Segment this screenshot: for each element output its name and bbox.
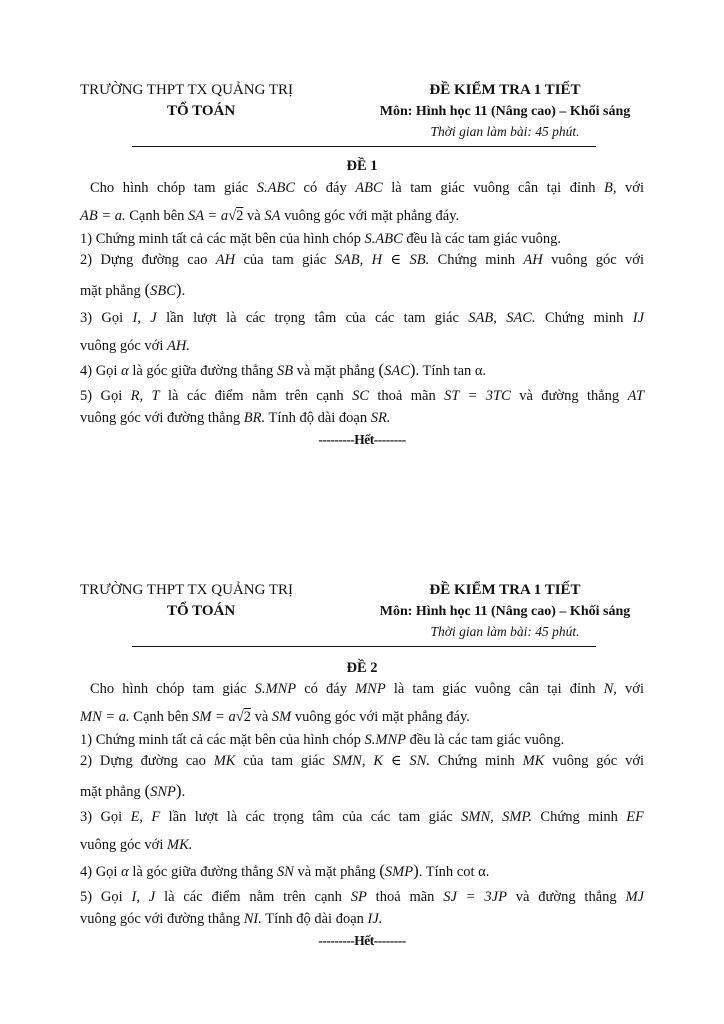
question-5-line-1: 5) Gọi R, T là các điểm nằm trên cạnh SC thoả mãn ST = 3TC và đường thẳng AT xyxy=(80,388,644,404)
sqrt-symbol: √ xyxy=(228,208,237,224)
intro-line-1: Cho hình chóp tam giác S.MNP có đáy MNP là tam giác vuông cân tại đỉnh N, với xyxy=(90,681,645,697)
intro-line-2: MN = a. Cạnh bên SM = a√2 và SM vuông góc với mặt phẳng đáy. xyxy=(80,709,470,725)
school-name: TRƯỜNG THPT TX QUẢNG TRỊ xyxy=(80,82,294,98)
sqrt-symbol: √ xyxy=(235,709,244,725)
exam-time: Thời gian làm bài: 45 phút. xyxy=(430,124,580,139)
question-1: 1) Chứng minh tất cả các mặt bên của hình chóp S.ABC đều là các tam giác vuông. xyxy=(80,231,561,247)
question-5-line-1: 5) Gọi I, J là các điểm nằm trên cạnh SP thoả mãn SJ = 3JP và đường thẳng MJ xyxy=(80,889,644,905)
exam-title: ĐỀ KIỂM TRA 1 TIẾT xyxy=(429,582,581,598)
question-3-line-1: 3) Gọi E, F lần lượt là các trọng tâm của các tam giác SMN, SMP. Chứng minh EF xyxy=(80,809,644,825)
end-marker: ---------Hết-------- xyxy=(318,432,406,447)
exam-code: ĐỀ 1 xyxy=(346,158,378,174)
department-name: TỔ TOÁN xyxy=(167,603,236,619)
intro-line-2: AB = a. Cạnh bên SA = a√2 và SA vuông góc với mặt phẳng đáy. xyxy=(80,208,460,224)
question-3-line-2: vuông góc với MK. xyxy=(80,837,193,853)
end-marker: ---------Hết-------- xyxy=(318,933,406,948)
question-4: 4) Gọi α là góc giữa đường thẳng SN và mặt phẳng (SMP). Tính cot α. xyxy=(80,861,490,880)
question-3-line-2: vuông góc với AH. xyxy=(80,338,190,354)
exam-title: ĐỀ KIỂM TRA 1 TIẾT xyxy=(429,82,581,98)
question-1: 1) Chứng minh tất cả các mặt bên của hình chóp S.MNP đều là các tam giác vuông. xyxy=(80,732,565,748)
school-name: TRƯỜNG THPT TX QUẢNG TRỊ xyxy=(80,582,294,598)
department-name: TỔ TOÁN xyxy=(167,103,236,119)
intro-line-1: Cho hình chóp tam giác S.ABC có đáy ABC là tam giác vuông cân tại đỉnh B, với xyxy=(90,180,645,196)
question-5-line-2: vuông góc với đường thẳng NI. Tính độ dài đoạn IJ. xyxy=(80,911,383,927)
question-3-line-1: 3) Gọi I, J lần lượt là các trọng tâm của các tam giác SAB, SAC. Chứng minh IJ xyxy=(80,310,644,326)
exam-subject: Môn: Hình học 11 (Nâng cao) – Khối sáng xyxy=(379,604,631,619)
question-5-line-2: vuông góc với đường thẳng BR. Tính độ dài đoạn SR. xyxy=(80,410,391,426)
exam-code: ĐỀ 2 xyxy=(346,660,378,676)
exam-time: Thời gian làm bài: 45 phút. xyxy=(430,624,580,639)
question-4: 4) Gọi α là góc giữa đường thẳng SB và mặt phẳng (SAC). Tính tan α. xyxy=(80,360,487,379)
question-2-line-2: mặt phẳng (SBC). xyxy=(80,280,186,299)
header-divider xyxy=(132,146,596,147)
question-2-line-1: 2) Dựng đường cao MK của tam giác SMN, K ∈ SN. Chứng minh MK vuông góc với xyxy=(80,753,645,769)
question-2-line-1: 2) Dựng đường cao AH của tam giác SAB, H ∈ SB. Chứng minh AH vuông góc với xyxy=(80,252,644,268)
exam-subject: Môn: Hình học 11 (Nâng cao) – Khối sáng xyxy=(379,104,631,119)
question-2-line-2: mặt phẳng (SNP). xyxy=(80,781,186,800)
header-divider xyxy=(132,646,596,647)
